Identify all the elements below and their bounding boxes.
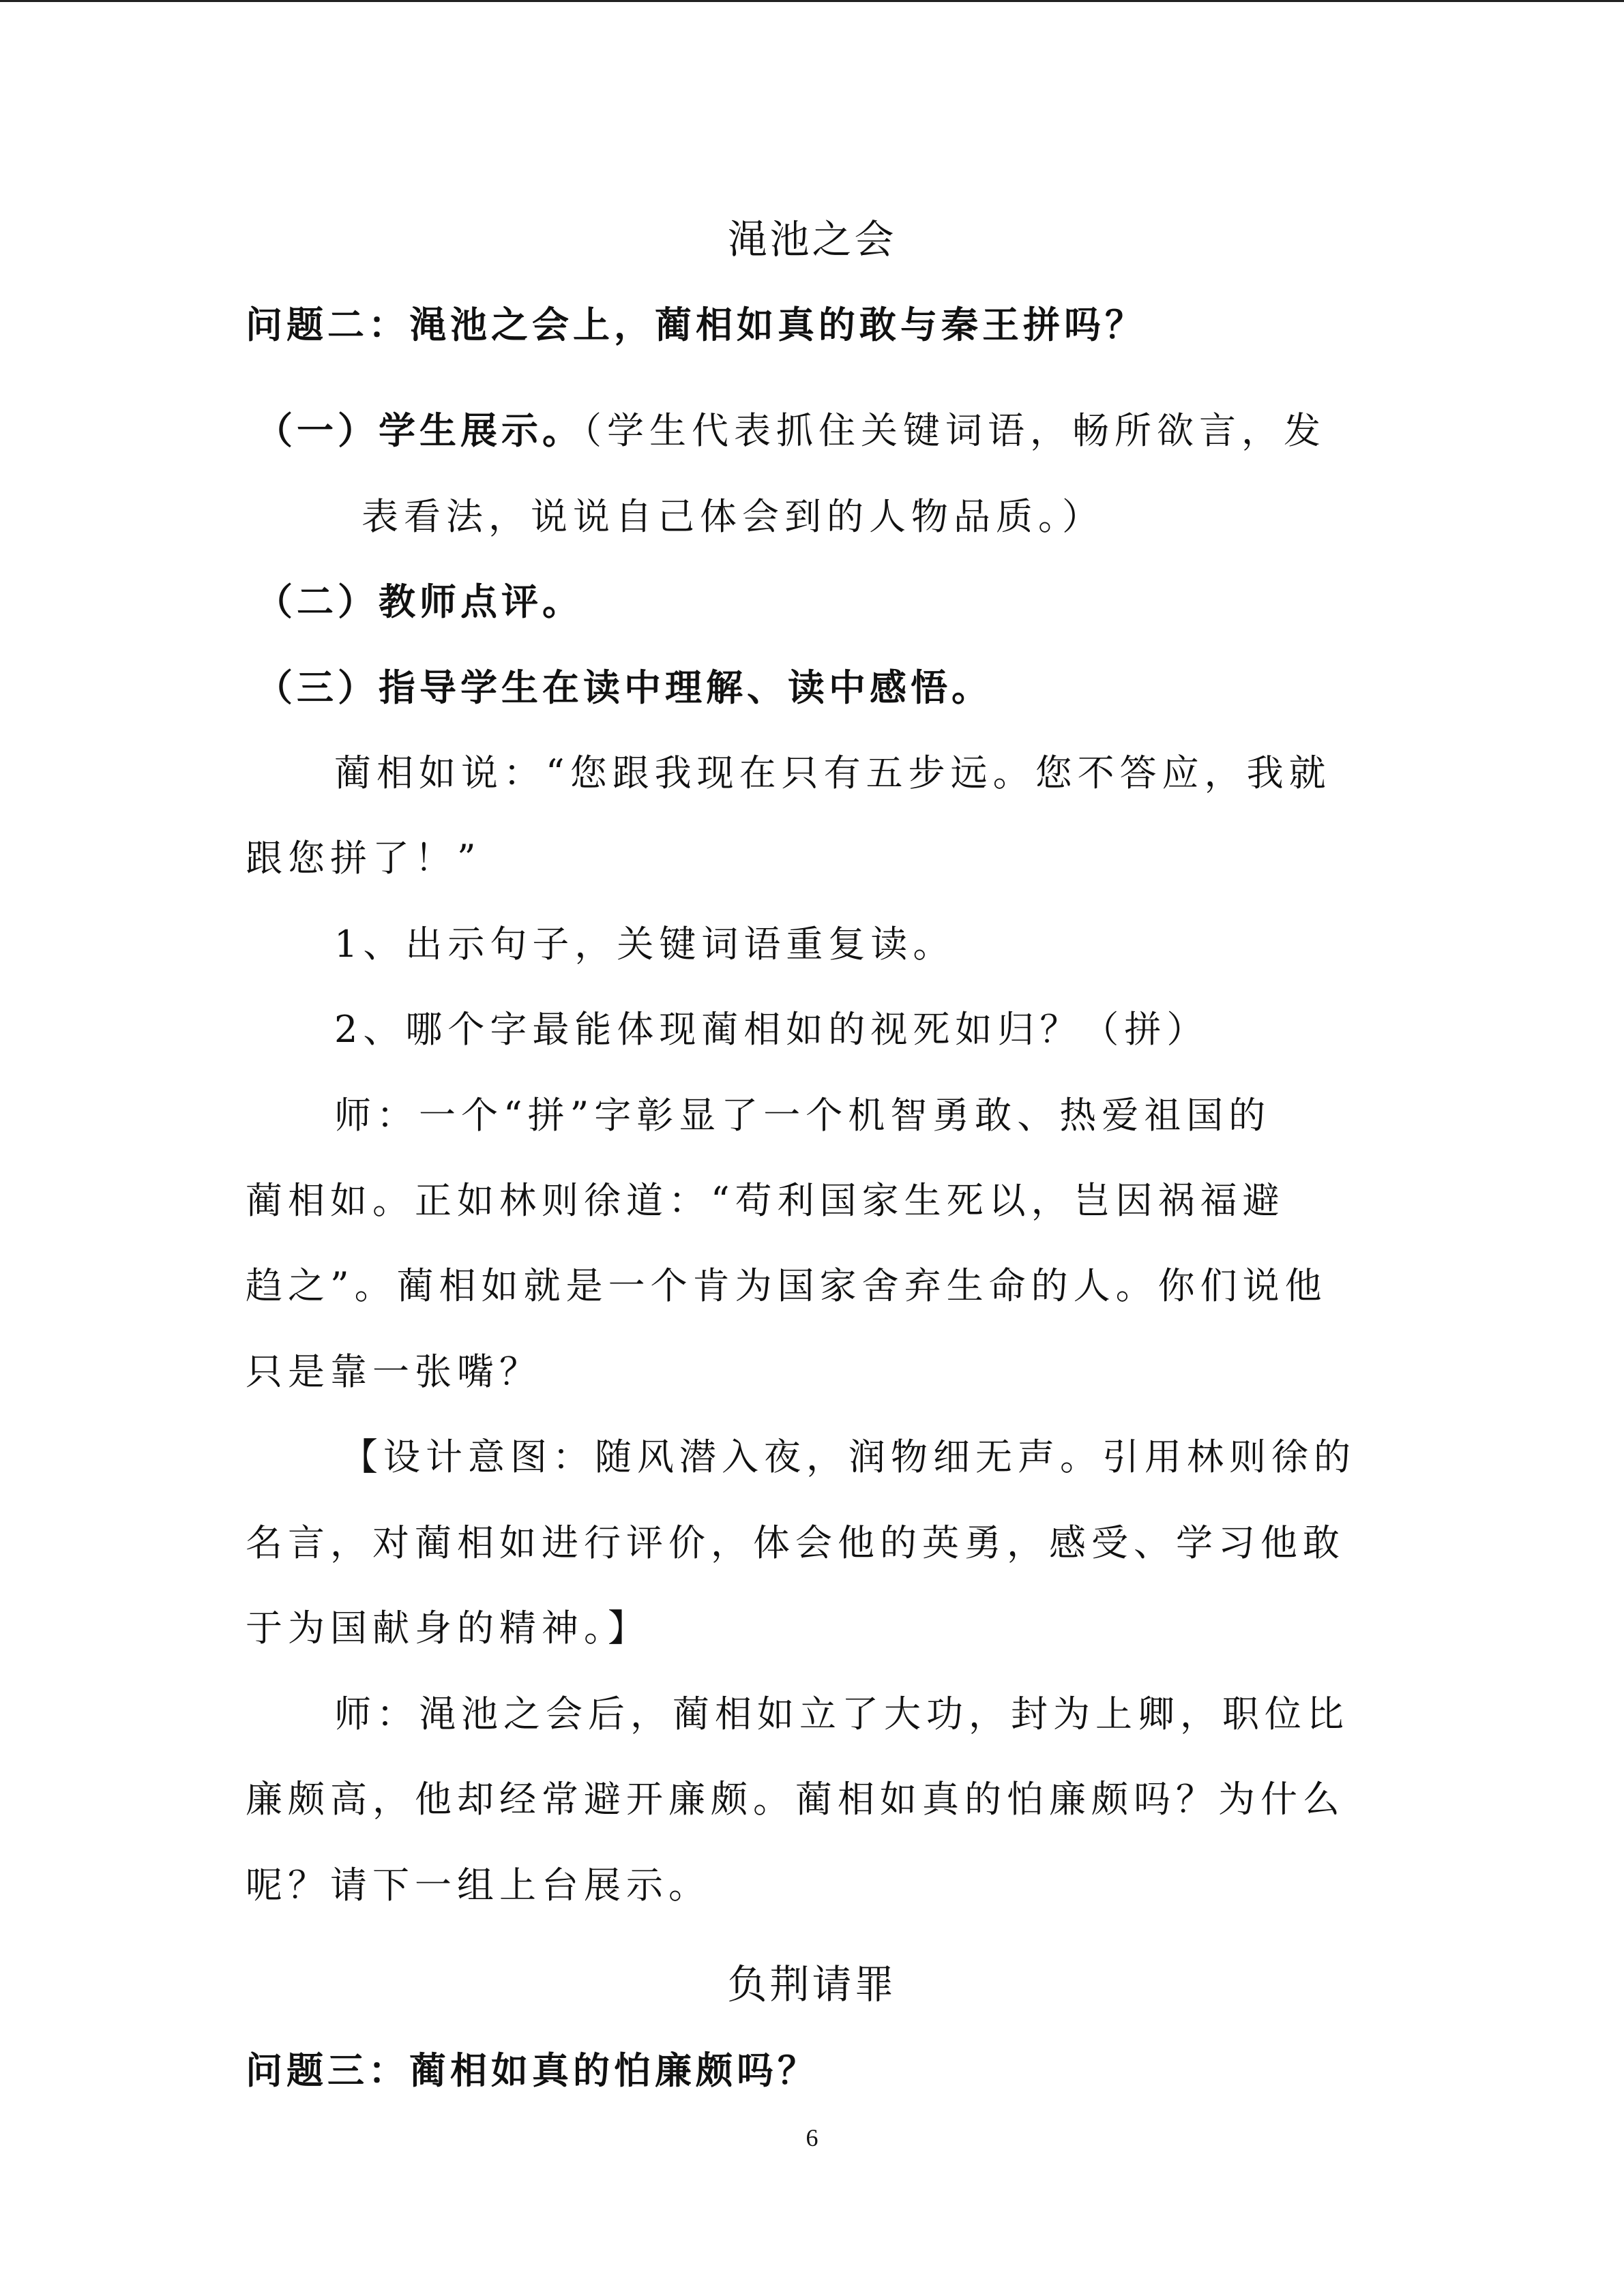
- question-two: 问题二：渑池之会上，蔺相如真的敢与秦王拼吗？: [246, 303, 1146, 346]
- step-one-text: （学生代表抓住关键词语，畅所欲言，发: [583, 409, 1326, 452]
- teacher-comment-1-line-3: 趋之”。蔺相如就是一个肯为国家舍弃生命的人。你们说他: [246, 1264, 1327, 1307]
- teacher-comment-2-line-2: 廉颇高，他却经常避开廉颇。蔺相如真的怕廉颇吗？为什么: [246, 1778, 1345, 1821]
- section-title-mianchi: 渑池之会: [727, 216, 897, 263]
- question-three: 问题三：蔺相如真的怕廉颇吗？: [246, 2049, 818, 2092]
- teacher-comment-2-line-3: 呢？请下一组上台展示。: [246, 1864, 711, 1907]
- page-number: 6: [806, 2124, 818, 2151]
- step-three: （三）指导学生在读中理解、读中感悟。: [256, 666, 992, 709]
- quote-line-1: 蔺相如说：“您跟我现在只有五步远。您不答应，我就: [334, 751, 1331, 794]
- step-one: [256, 404, 1374, 458]
- step-one-continuation: 表看法，说说自己体会到的人物品质。）: [361, 495, 1104, 538]
- teacher-comment-1-line-4: 只是靠一张嘴？: [246, 1350, 542, 1393]
- quote-line-2: 跟您拼了！”: [246, 837, 482, 880]
- list-item-1: 1、出示句子，关键词语重复读。: [334, 923, 956, 966]
- design-intent-line-2: 名言，对蔺相如进行评价，体会他的英勇，感受、学习他敢: [246, 1521, 1345, 1564]
- design-intent-line-3: 于为国献身的精神。】: [246, 1607, 650, 1650]
- list-item-2: 2、哪个字最能体现蔺相如的视死如归？（拼）: [334, 1008, 1209, 1051]
- step-one-label: （一）学生展示。: [256, 409, 583, 452]
- teacher-comment-1-line-1: 师：一个“拼”字彰显了一个机智勇敢、热爱祖国的: [334, 1094, 1271, 1137]
- teacher-comment-2-line-1: 师：渑池之会后，蔺相如立了大功，封为上卿，职位比: [334, 1693, 1349, 1735]
- top-border: [0, 0, 1624, 2]
- design-intent-line-1: 【设计意图：随风潜入夜，润物细无声。引用林则徐的: [341, 1435, 1356, 1478]
- teacher-comment-1-line-2: 蔺相如。正如林则徐道：“苟利国家生死以，岂因祸福避: [246, 1179, 1285, 1222]
- section-title-fujing: 负荆请罪: [727, 1961, 897, 2008]
- step-two: （二）教师点评。: [256, 580, 583, 623]
